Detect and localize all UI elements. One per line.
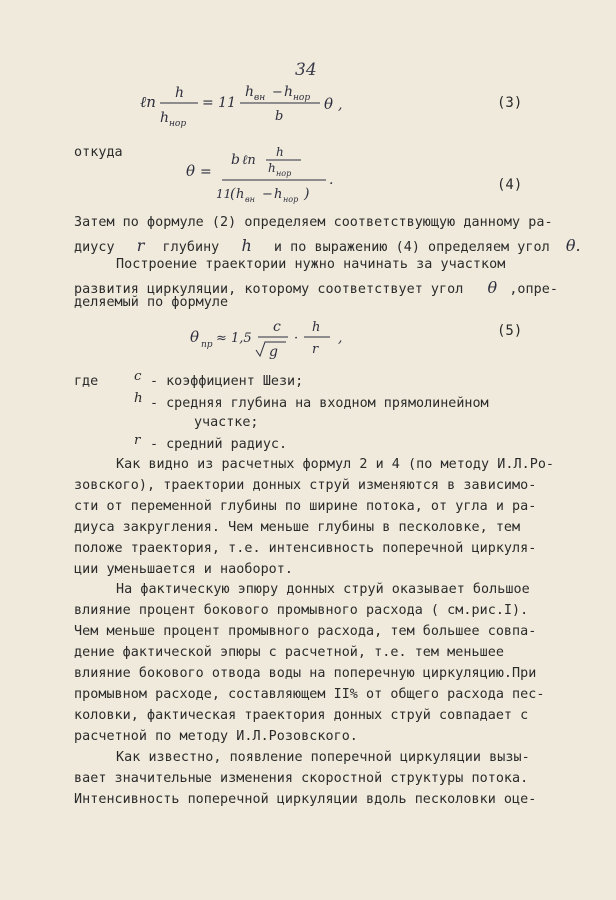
para4-line-1: Как известно, появление поперечной циркуляции вызы- <box>116 750 530 765</box>
formula-3-num-minus: − <box>272 85 283 100</box>
formula-4-den-minus: − <box>262 187 273 202</box>
formula-5-dot: · <box>294 331 299 346</box>
para1-line-5: деляемый по формуле <box>74 295 229 310</box>
formula-4-den-11: 11 <box>216 187 232 201</box>
where-def-h: - средняя глубина на входном прямолинейном <box>150 396 489 411</box>
para3-line-7: коловки, фактическая траектория донных струй совпадает с <box>74 708 529 723</box>
formula-3-lhs-den-sub: нор <box>169 119 187 129</box>
formula-4-theta: θ <box>186 162 196 180</box>
formula-4-den-h2: h <box>274 187 283 202</box>
formula-4-num-ln: ℓn <box>242 153 256 168</box>
formula-4-num-h: h <box>276 145 284 159</box>
formula-4-num-den-sub: нор <box>276 169 292 178</box>
equation-number-3: (3) <box>497 95 523 111</box>
para3-line-6: промывном расходе, составляющем II% от общего расхода пес- <box>74 687 545 702</box>
formula-4-den-h1: h <box>236 187 245 202</box>
formula-3-den: b <box>275 109 284 124</box>
para4-line-2: вает значительные изменения скоростной структуры потока. <box>74 771 529 786</box>
where-word: где <box>74 374 99 389</box>
formula-3-num-a-sub: вн <box>254 93 266 103</box>
where-sym-h: h <box>134 391 143 406</box>
formula-3-theta: θ <box>324 95 334 113</box>
para3-line-2: влияние процент бокового промывного расхода ( см.рис.I). <box>74 603 529 618</box>
formula-3-num-a: h <box>245 84 255 100</box>
symbol-theta-2: θ <box>487 278 498 297</box>
formula-5-theta: θ <box>190 328 200 346</box>
formula-4 <box>186 145 346 210</box>
para2-line-2: зовского), траектории донных струй изменяются в зависимо- <box>74 478 537 493</box>
para1-line-2: диусу r глубину h и по выражению (4) определяем угол θ. <box>74 236 581 255</box>
where-sym-r: r <box>134 433 141 448</box>
para2-line-6: ции уменьшается и наоборот. <box>74 562 294 577</box>
word-otkuda: откуда <box>74 145 123 160</box>
para2-line-4: диуса закругления. Чем меньше глубины в песколовке, тем <box>74 520 521 535</box>
para2-line-5: положе траектория, т.е. интенсивность поперечной циркуля- <box>74 541 537 556</box>
formula-5-c: c <box>273 319 281 335</box>
formula-4-eq: = <box>200 164 212 180</box>
symbol-r: r <box>136 236 145 255</box>
para1-line-4: развития циркуляции, которому соответствует угол θ ,опре- <box>74 278 558 297</box>
para3-line-8: расчетной по методу И.Л.Розовского. <box>74 729 358 744</box>
para1-line-1: Затем по формуле (2) определяем соответствующую данному ра- <box>74 215 553 230</box>
where-def-h-cont: участке; <box>194 415 259 430</box>
formula-3-num-b-sub: нор <box>293 93 311 103</box>
para1-line-3: Построение траектории нужно начинать за участком <box>116 257 506 272</box>
formula-3-num-b: h <box>284 84 294 100</box>
formula-5-r: r <box>312 342 319 357</box>
formula-4-den-sub2: нор <box>283 195 299 204</box>
formula-3-lhs-num: h <box>175 85 185 101</box>
symbol-h: h <box>241 236 252 255</box>
equation-number-5: (5) <box>497 323 523 339</box>
formula-4-dot: . <box>329 172 334 188</box>
para3-line-4: дение фактической эпюры с расчетной, т.е. тем меньшее <box>74 645 504 660</box>
para4-line-3: Интенсивность поперечной циркуляции вдоль песколовки оце- <box>74 792 537 807</box>
equation-number-4: (4) <box>497 177 523 193</box>
formula-5-g: g <box>269 344 278 360</box>
para3-line-3: Чем меньше процент промывного расхода, тем большее совпа- <box>74 624 537 639</box>
formula-5-approx: ≈ 1,5 <box>216 331 252 346</box>
formula-4-den-sub1: вн <box>245 195 255 204</box>
para3-line-5: влияние бокового отвода воды на поперечную циркуляцию.При <box>74 666 537 681</box>
formula-4-num-den-h: h <box>268 161 276 175</box>
formula-5 <box>190 312 360 368</box>
symbol-theta: θ. <box>565 236 581 255</box>
where-def-r: - средний радиус. <box>150 437 288 452</box>
para2-line-1: Как видно из расчетных формул 2 и 4 (по методу И.Л.Ро- <box>116 457 555 472</box>
formula-3-eq: = 11 <box>202 95 236 111</box>
page-number: 34 <box>295 60 317 80</box>
formula-5-sub: пр <box>201 340 213 350</box>
formula-4-num-b: b <box>231 152 240 168</box>
where-def-c: - коэффициент Шези; <box>150 374 304 389</box>
formula-5-comma: , <box>338 330 343 346</box>
where-sym-c: c <box>134 369 142 384</box>
formula-3-comma: , <box>338 97 343 113</box>
formula-3-lhs-den: h <box>160 110 170 126</box>
para2-line-3: сти от переменной глубины по ширине потока, от угла и ра- <box>74 499 537 514</box>
formula-5-h: h <box>312 320 321 335</box>
formula-3-ln: ℓn <box>140 93 156 111</box>
svg-text:(: ( <box>230 186 236 202</box>
para3-line-1: На фактическую эпюру донных струй оказывает большое <box>116 582 530 597</box>
svg-text:): ) <box>304 186 310 202</box>
formula-3 <box>140 82 380 136</box>
